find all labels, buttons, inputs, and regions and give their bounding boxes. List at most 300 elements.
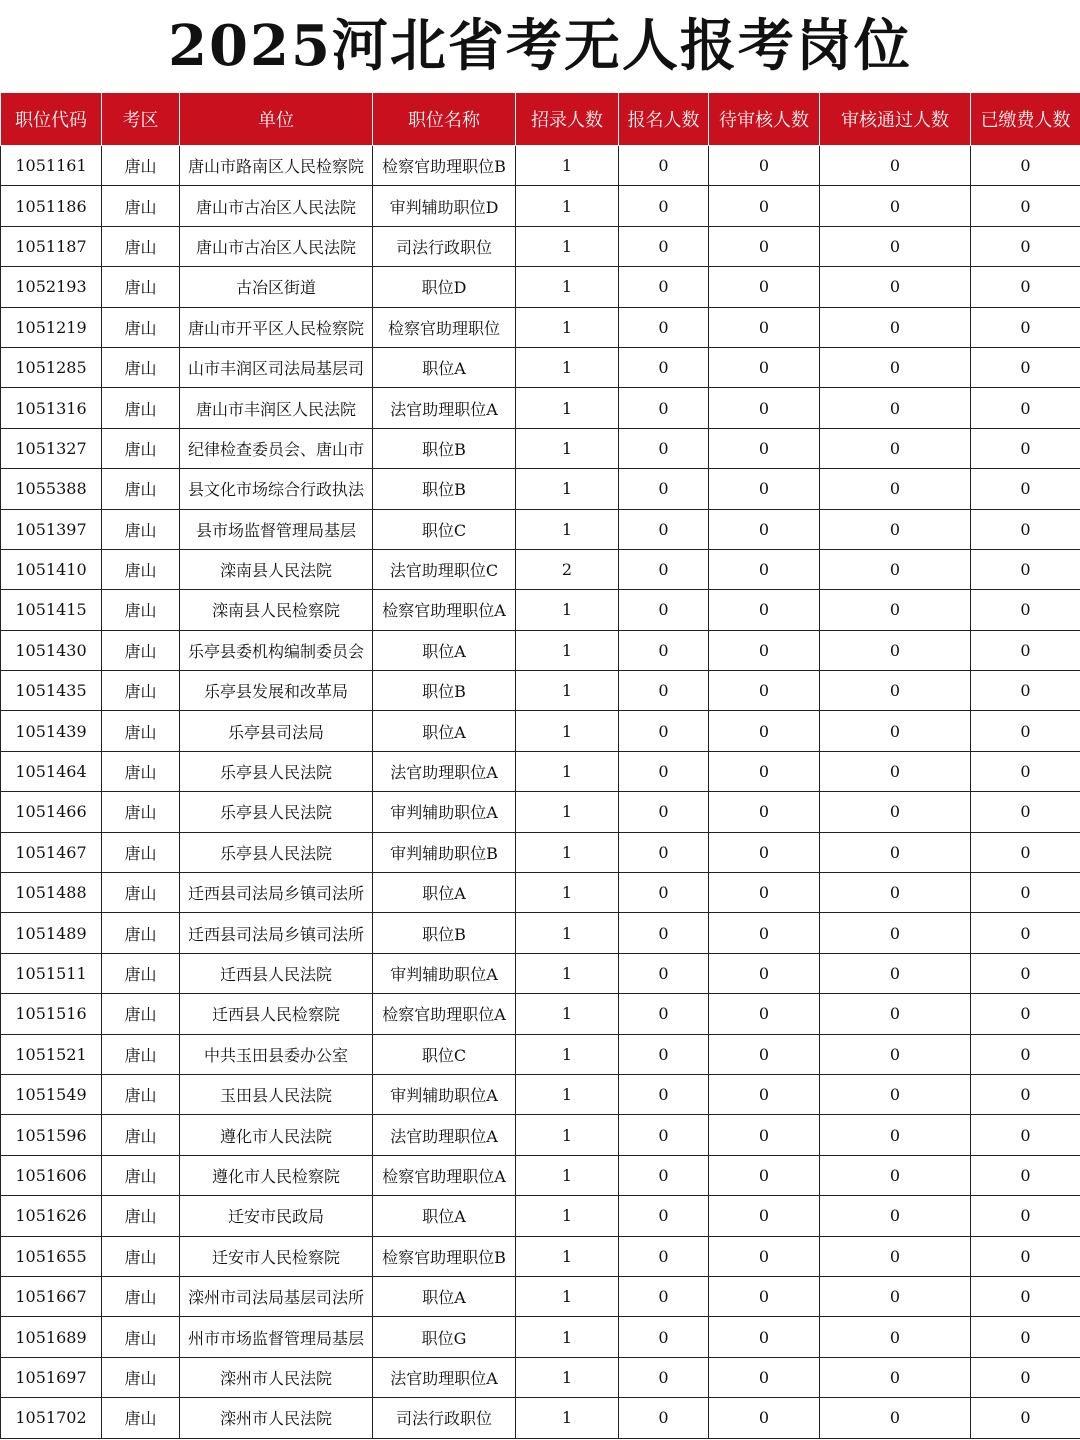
cell-quota: 1	[516, 630, 619, 670]
header-paid: 已缴费人数	[971, 93, 1080, 146]
cell-paid: 0	[971, 630, 1080, 670]
cell-exam-area: 唐山	[102, 630, 180, 670]
cell-position-code: 1051702	[1, 1398, 102, 1438]
cell-quota: 1	[516, 469, 619, 509]
cell-exam-area: 唐山	[102, 1115, 180, 1155]
cell-unit: 乐亭县人民法院	[180, 751, 373, 791]
cell-position-name: 审判辅助职位B	[373, 832, 516, 872]
cell-exam-area: 唐山	[102, 469, 180, 509]
cell-paid: 0	[971, 1317, 1080, 1357]
table-row	[1, 1034, 1080, 1074]
cell-pending-review: 0	[709, 953, 820, 993]
cell-position-name: 职位A	[373, 1196, 516, 1236]
table-row	[1, 751, 1080, 791]
cell-position-code: 1051464	[1, 751, 102, 791]
cell-position-name: 职位B	[373, 913, 516, 953]
cell-unit: 山市丰润区司法局基层司	[180, 347, 373, 387]
cell-pending-review: 0	[709, 913, 820, 953]
positions-table	[0, 92, 1080, 1439]
cell-approved: 0	[820, 1398, 971, 1438]
cell-paid: 0	[971, 307, 1080, 347]
cell-pending-review: 0	[709, 428, 820, 468]
cell-pending-review: 0	[709, 1115, 820, 1155]
cell-exam-area: 唐山	[102, 751, 180, 791]
cell-applicants: 0	[619, 549, 709, 589]
table-row	[1, 549, 1080, 589]
table-row	[1, 509, 1080, 549]
cell-applicants: 0	[619, 1398, 709, 1438]
cell-position-name: 法官助理职位A	[373, 751, 516, 791]
cell-position-name: 审判辅助职位D	[373, 186, 516, 226]
cell-quota: 1	[516, 428, 619, 468]
cell-pending-review: 0	[709, 1398, 820, 1438]
cell-position-name: 检察官助理职位A	[373, 994, 516, 1034]
cell-unit: 唐山市开平区人民检察院	[180, 307, 373, 347]
cell-exam-area: 唐山	[102, 711, 180, 751]
cell-position-name: 职位B	[373, 428, 516, 468]
cell-pending-review: 0	[709, 307, 820, 347]
cell-position-code: 1051697	[1, 1357, 102, 1397]
table-row	[1, 832, 1080, 872]
cell-position-name: 职位B	[373, 671, 516, 711]
table-row	[1, 428, 1080, 468]
cell-position-code: 1051410	[1, 549, 102, 589]
cell-approved: 0	[820, 428, 971, 468]
cell-paid: 0	[971, 953, 1080, 993]
cell-position-name: 法官助理职位A	[373, 1115, 516, 1155]
cell-pending-review: 0	[709, 832, 820, 872]
cell-quota: 1	[516, 388, 619, 428]
cell-quota: 1	[516, 1196, 619, 1236]
cell-position-name: 法官助理职位A	[373, 388, 516, 428]
cell-paid: 0	[971, 1196, 1080, 1236]
cell-exam-area: 唐山	[102, 1074, 180, 1114]
cell-exam-area: 唐山	[102, 1357, 180, 1397]
cell-position-code: 1051186	[1, 186, 102, 226]
header-quota: 招录人数	[516, 93, 619, 146]
cell-paid: 0	[971, 146, 1080, 186]
cell-applicants: 0	[619, 711, 709, 751]
cell-unit: 迁西县司法局乡镇司法所	[180, 913, 373, 953]
cell-exam-area: 唐山	[102, 953, 180, 993]
cell-unit: 滦南县人民检察院	[180, 590, 373, 630]
table-row	[1, 630, 1080, 670]
header-pending-review: 待审核人数	[709, 93, 820, 146]
cell-position-code: 1051606	[1, 1155, 102, 1195]
cell-approved: 0	[820, 1155, 971, 1195]
cell-position-name: 审判辅助职位A	[373, 1074, 516, 1114]
cell-unit: 滦州市人民法院	[180, 1398, 373, 1438]
cell-position-name: 检察官助理职位A	[373, 590, 516, 630]
cell-applicants: 0	[619, 1074, 709, 1114]
cell-unit: 乐亭县发展和改革局	[180, 671, 373, 711]
cell-applicants: 0	[619, 146, 709, 186]
cell-approved: 0	[820, 509, 971, 549]
cell-pending-review: 0	[709, 590, 820, 630]
cell-quota: 1	[516, 1034, 619, 1074]
cell-position-code: 1051488	[1, 873, 102, 913]
table-row	[1, 1317, 1080, 1357]
table-row	[1, 469, 1080, 509]
cell-paid: 0	[971, 186, 1080, 226]
cell-unit: 乐亭县人民法院	[180, 792, 373, 832]
cell-position-name: 职位D	[373, 267, 516, 307]
cell-pending-review: 0	[709, 1196, 820, 1236]
cell-paid: 0	[971, 509, 1080, 549]
cell-quota: 1	[516, 953, 619, 993]
cell-approved: 0	[820, 751, 971, 791]
cell-pending-review: 0	[709, 1236, 820, 1276]
cell-applicants: 0	[619, 832, 709, 872]
cell-unit: 唐山市古冶区人民法院	[180, 186, 373, 226]
cell-unit: 唐山市路南区人民检察院	[180, 146, 373, 186]
cell-applicants: 0	[619, 347, 709, 387]
cell-position-code: 1051549	[1, 1074, 102, 1114]
cell-paid: 0	[971, 711, 1080, 751]
cell-quota: 1	[516, 186, 619, 226]
cell-position-code: 1051187	[1, 226, 102, 266]
cell-unit: 遵化市人民法院	[180, 1115, 373, 1155]
cell-position-code: 1051219	[1, 307, 102, 347]
cell-pending-review: 0	[709, 267, 820, 307]
cell-position-code: 1051467	[1, 832, 102, 872]
cell-unit: 迁西县人民检察院	[180, 994, 373, 1034]
cell-approved: 0	[820, 388, 971, 428]
cell-quota: 1	[516, 671, 619, 711]
cell-paid: 0	[971, 832, 1080, 872]
cell-position-name: 职位A	[373, 873, 516, 913]
cell-pending-review: 0	[709, 469, 820, 509]
cell-paid: 0	[971, 1276, 1080, 1316]
cell-position-name: 司法行政职位	[373, 1398, 516, 1438]
cell-applicants: 0	[619, 226, 709, 266]
table-row	[1, 711, 1080, 751]
cell-position-code: 1051667	[1, 1276, 102, 1316]
cell-quota: 1	[516, 1115, 619, 1155]
header-approved: 审核通过人数	[820, 93, 971, 146]
cell-position-name: 检察官助理职位B	[373, 1236, 516, 1276]
cell-position-name: 职位B	[373, 469, 516, 509]
cell-position-code: 1051435	[1, 671, 102, 711]
cell-paid: 0	[971, 590, 1080, 630]
cell-position-name: 法官助理职位A	[373, 1357, 516, 1397]
cell-approved: 0	[820, 792, 971, 832]
cell-applicants: 0	[619, 186, 709, 226]
cell-applicants: 0	[619, 1115, 709, 1155]
cell-quota: 1	[516, 994, 619, 1034]
cell-quota: 1	[516, 146, 619, 186]
cell-exam-area: 唐山	[102, 428, 180, 468]
cell-approved: 0	[820, 590, 971, 630]
cell-applicants: 0	[619, 388, 709, 428]
cell-approved: 0	[820, 1236, 971, 1276]
cell-quota: 1	[516, 873, 619, 913]
cell-exam-area: 唐山	[102, 388, 180, 428]
cell-exam-area: 唐山	[102, 1398, 180, 1438]
cell-applicants: 0	[619, 630, 709, 670]
cell-approved: 0	[820, 913, 971, 953]
cell-paid: 0	[971, 469, 1080, 509]
cell-pending-review: 0	[709, 1034, 820, 1074]
cell-pending-review: 0	[709, 186, 820, 226]
cell-unit: 迁安市民政局	[180, 1196, 373, 1236]
table-row	[1, 1236, 1080, 1276]
header-position-name: 职位名称	[373, 93, 516, 146]
cell-quota: 1	[516, 1236, 619, 1276]
cell-approved: 0	[820, 267, 971, 307]
cell-paid: 0	[971, 388, 1080, 428]
cell-exam-area: 唐山	[102, 1276, 180, 1316]
cell-exam-area: 唐山	[102, 1034, 180, 1074]
header-exam-area: 考区	[102, 93, 180, 146]
cell-unit: 迁西县司法局乡镇司法所	[180, 873, 373, 913]
cell-quota: 1	[516, 347, 619, 387]
cell-position-name: 职位A	[373, 347, 516, 387]
cell-position-code: 1051316	[1, 388, 102, 428]
cell-position-code: 1051397	[1, 509, 102, 549]
cell-exam-area: 唐山	[102, 994, 180, 1034]
cell-paid: 0	[971, 226, 1080, 266]
cell-position-code: 1051327	[1, 428, 102, 468]
cell-pending-review: 0	[709, 509, 820, 549]
cell-applicants: 0	[619, 913, 709, 953]
cell-position-name: 法官助理职位C	[373, 549, 516, 589]
cell-paid: 0	[971, 792, 1080, 832]
cell-approved: 0	[820, 953, 971, 993]
table-row	[1, 186, 1080, 226]
cell-position-code: 1051689	[1, 1317, 102, 1357]
cell-quota: 1	[516, 226, 619, 266]
table-row	[1, 1196, 1080, 1236]
cell-paid: 0	[971, 549, 1080, 589]
cell-position-code: 1051521	[1, 1034, 102, 1074]
cell-exam-area: 唐山	[102, 1196, 180, 1236]
cell-paid: 0	[971, 1357, 1080, 1397]
cell-paid: 0	[971, 1074, 1080, 1114]
cell-position-code: 1051466	[1, 792, 102, 832]
cell-unit: 滦州市人民法院	[180, 1357, 373, 1397]
cell-applicants: 0	[619, 590, 709, 630]
cell-pending-review: 0	[709, 792, 820, 832]
cell-paid: 0	[971, 1155, 1080, 1195]
cell-paid: 0	[971, 267, 1080, 307]
table-row	[1, 994, 1080, 1034]
cell-quota: 1	[516, 307, 619, 347]
cell-approved: 0	[820, 146, 971, 186]
table-row	[1, 388, 1080, 428]
table-row	[1, 226, 1080, 266]
cell-approved: 0	[820, 630, 971, 670]
table-header-row	[1, 93, 1080, 146]
cell-quota: 1	[516, 590, 619, 630]
cell-quota: 1	[516, 711, 619, 751]
cell-approved: 0	[820, 711, 971, 751]
cell-approved: 0	[820, 1115, 971, 1155]
cell-quota: 1	[516, 1074, 619, 1114]
cell-position-name: 职位G	[373, 1317, 516, 1357]
table-row	[1, 1398, 1080, 1438]
cell-unit: 古冶区街道	[180, 267, 373, 307]
cell-position-code: 1051415	[1, 590, 102, 630]
cell-quota: 1	[516, 509, 619, 549]
cell-applicants: 0	[619, 469, 709, 509]
cell-approved: 0	[820, 1317, 971, 1357]
cell-exam-area: 唐山	[102, 590, 180, 630]
table-row	[1, 267, 1080, 307]
cell-unit: 滦州市司法局基层司法所	[180, 1276, 373, 1316]
cell-position-code: 1051516	[1, 994, 102, 1034]
cell-applicants: 0	[619, 873, 709, 913]
cell-approved: 0	[820, 186, 971, 226]
table-row	[1, 1357, 1080, 1397]
cell-applicants: 0	[619, 1236, 709, 1276]
cell-approved: 0	[820, 1196, 971, 1236]
cell-position-code: 1051439	[1, 711, 102, 751]
cell-position-code: 1051655	[1, 1236, 102, 1276]
cell-quota: 1	[516, 832, 619, 872]
cell-exam-area: 唐山	[102, 913, 180, 953]
cell-exam-area: 唐山	[102, 267, 180, 307]
cell-position-code: 1051489	[1, 913, 102, 953]
cell-pending-review: 0	[709, 873, 820, 913]
cell-position-name: 审判辅助职位A	[373, 953, 516, 993]
header-position-code: 职位代码	[1, 93, 102, 146]
cell-approved: 0	[820, 1276, 971, 1316]
cell-position-name: 职位C	[373, 1034, 516, 1074]
cell-unit: 县市场监督管理局基层	[180, 509, 373, 549]
table-row	[1, 953, 1080, 993]
cell-unit: 迁安市人民检察院	[180, 1236, 373, 1276]
cell-pending-review: 0	[709, 630, 820, 670]
cell-exam-area: 唐山	[102, 1317, 180, 1357]
cell-position-code: 1051430	[1, 630, 102, 670]
cell-unit: 遵化市人民检察院	[180, 1155, 373, 1195]
cell-applicants: 0	[619, 994, 709, 1034]
cell-approved: 0	[820, 994, 971, 1034]
cell-pending-review: 0	[709, 1317, 820, 1357]
cell-exam-area: 唐山	[102, 1236, 180, 1276]
cell-pending-review: 0	[709, 388, 820, 428]
cell-pending-review: 0	[709, 751, 820, 791]
cell-approved: 0	[820, 1357, 971, 1397]
cell-paid: 0	[971, 751, 1080, 791]
table-row	[1, 146, 1080, 186]
cell-position-code: 1051626	[1, 1196, 102, 1236]
cell-unit: 滦南县人民法院	[180, 549, 373, 589]
cell-unit: 乐亭县人民法院	[180, 832, 373, 872]
table-row	[1, 792, 1080, 832]
cell-pending-review: 0	[709, 1074, 820, 1114]
cell-position-code: 1051161	[1, 146, 102, 186]
cell-paid: 0	[971, 994, 1080, 1034]
cell-applicants: 0	[619, 1317, 709, 1357]
table-row	[1, 590, 1080, 630]
cell-approved: 0	[820, 226, 971, 266]
cell-approved: 0	[820, 873, 971, 913]
cell-pending-review: 0	[709, 1357, 820, 1397]
cell-position-name: 职位A	[373, 1276, 516, 1316]
cell-applicants: 0	[619, 307, 709, 347]
cell-quota: 1	[516, 1155, 619, 1195]
table-row	[1, 913, 1080, 953]
cell-applicants: 0	[619, 1196, 709, 1236]
cell-position-name: 检察官助理职位A	[373, 1155, 516, 1195]
cell-paid: 0	[971, 671, 1080, 711]
cell-paid: 0	[971, 913, 1080, 953]
cell-pending-review: 0	[709, 994, 820, 1034]
cell-exam-area: 唐山	[102, 792, 180, 832]
cell-pending-review: 0	[709, 347, 820, 387]
cell-exam-area: 唐山	[102, 307, 180, 347]
cell-quota: 1	[516, 913, 619, 953]
header-applicants: 报名人数	[619, 93, 709, 146]
cell-exam-area: 唐山	[102, 832, 180, 872]
cell-unit: 唐山市丰润区人民法院	[180, 388, 373, 428]
cell-applicants: 0	[619, 1357, 709, 1397]
cell-pending-review: 0	[709, 711, 820, 751]
cell-quota: 1	[516, 267, 619, 307]
cell-applicants: 0	[619, 751, 709, 791]
cell-approved: 0	[820, 671, 971, 711]
cell-paid: 0	[971, 1398, 1080, 1438]
table-row	[1, 1276, 1080, 1316]
cell-exam-area: 唐山	[102, 509, 180, 549]
cell-applicants: 0	[619, 428, 709, 468]
cell-exam-area: 唐山	[102, 186, 180, 226]
table-row	[1, 347, 1080, 387]
cell-approved: 0	[820, 307, 971, 347]
cell-position-code: 1051596	[1, 1115, 102, 1155]
cell-quota: 1	[516, 1357, 619, 1397]
cell-applicants: 0	[619, 1276, 709, 1316]
cell-exam-area: 唐山	[102, 873, 180, 913]
cell-approved: 0	[820, 832, 971, 872]
cell-quota: 1	[516, 1398, 619, 1438]
cell-unit: 乐亭县委机构编制委员会	[180, 630, 373, 670]
cell-applicants: 0	[619, 1155, 709, 1195]
cell-exam-area: 唐山	[102, 671, 180, 711]
cell-paid: 0	[971, 1115, 1080, 1155]
cell-pending-review: 0	[709, 226, 820, 266]
cell-exam-area: 唐山	[102, 347, 180, 387]
cell-exam-area: 唐山	[102, 1155, 180, 1195]
cell-exam-area: 唐山	[102, 549, 180, 589]
cell-position-name: 职位C	[373, 509, 516, 549]
cell-exam-area: 唐山	[102, 146, 180, 186]
cell-position-code: 1051511	[1, 953, 102, 993]
cell-position-code: 1051285	[1, 347, 102, 387]
cell-quota: 1	[516, 792, 619, 832]
cell-paid: 0	[971, 1034, 1080, 1074]
cell-position-code: 1052193	[1, 267, 102, 307]
table-body	[1, 146, 1080, 1439]
cell-approved: 0	[820, 1034, 971, 1074]
cell-unit: 中共玉田县委办公室	[180, 1034, 373, 1074]
cell-approved: 0	[820, 469, 971, 509]
cell-unit: 玉田县人民法院	[180, 1074, 373, 1114]
cell-position-name: 检察官助理职位B	[373, 146, 516, 186]
cell-position-name: 职位A	[373, 711, 516, 751]
table-row	[1, 1115, 1080, 1155]
cell-applicants: 0	[619, 1034, 709, 1074]
cell-unit: 迁西县人民法院	[180, 953, 373, 993]
table-row	[1, 873, 1080, 913]
cell-approved: 0	[820, 1074, 971, 1114]
cell-approved: 0	[820, 347, 971, 387]
cell-pending-review: 0	[709, 1276, 820, 1316]
cell-applicants: 0	[619, 267, 709, 307]
cell-pending-review: 0	[709, 146, 820, 186]
